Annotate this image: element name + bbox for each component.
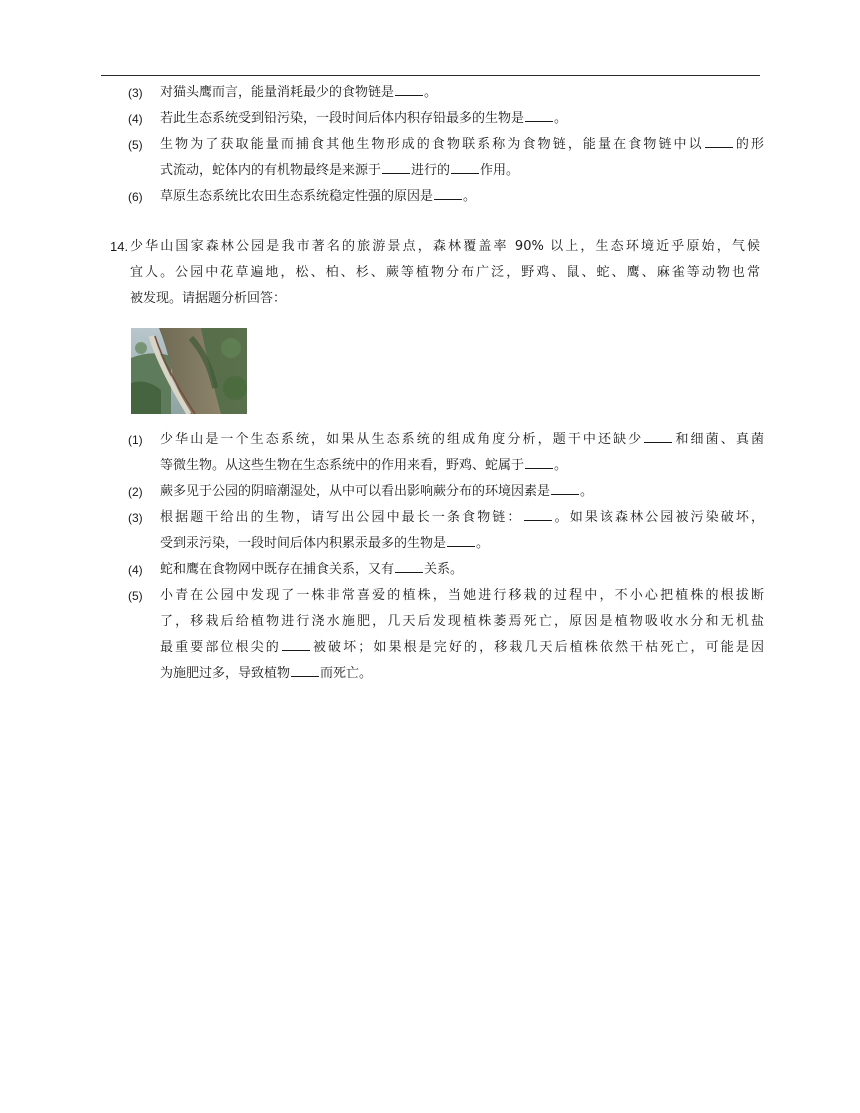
text-line: 等微生物。从这些生物在生态系统中的作用来看，野鸡、蛇属于 。 bbox=[160, 458, 568, 473]
sub-question-number: (4) bbox=[128, 563, 143, 577]
text-line: 生物为了获取能量而捕食其他生物形成的食物联系称为食物链，能量在食物链中以 的形 bbox=[160, 137, 764, 152]
text-line: 草原生态系统比农田生态系统稳定性强的原因是 。 bbox=[160, 189, 477, 204]
text-line: 式流动，蛇体内的有机物最终是来源于 进行的 作用。 bbox=[160, 163, 520, 178]
answer-blank[interactable] bbox=[705, 135, 733, 148]
forest-park-photo bbox=[131, 328, 247, 414]
text-line: 对猫头鹰而言，能量消耗最少的食物链是 。 bbox=[160, 85, 438, 100]
sub-question-text bbox=[160, 427, 764, 479]
answer-blank[interactable] bbox=[525, 456, 553, 469]
sub-question-number: (5) bbox=[128, 138, 143, 152]
answer-blank[interactable] bbox=[525, 109, 553, 122]
sub-question-number: (4) bbox=[128, 112, 143, 126]
answer-blank[interactable] bbox=[291, 664, 319, 677]
text-line: 小青在公园中发现了一株非常喜爱的植株，当她进行移栽的过程中，不小心把植株的根拔断 bbox=[160, 588, 764, 603]
stem-line: 宜人。公园中花草遍地，松、柏、杉、蕨等植物分布广泛，野鸡、鼠、蛇、鹰、麻雀等动物也常 bbox=[130, 265, 760, 280]
sub-question-text bbox=[160, 132, 764, 184]
sub-question-text bbox=[160, 80, 764, 106]
stem-line: 少华山国家森林公园是我市著名的旅游景点，森林覆盖率 90% 以上，生态环境近乎原始，气候 bbox=[130, 239, 760, 254]
answer-blank[interactable] bbox=[644, 430, 672, 443]
answer-blank[interactable] bbox=[395, 560, 423, 573]
question-number: 14. bbox=[110, 239, 129, 254]
sub-question-number: (6) bbox=[128, 190, 143, 204]
sub-question-text bbox=[160, 106, 764, 132]
sub-question-number: (3) bbox=[128, 511, 143, 525]
answer-blank[interactable] bbox=[434, 187, 462, 200]
text-line: 蕨多见于公园的阴暗潮湿处，从中可以看出影响蕨分布的环境因素是 。 bbox=[160, 484, 594, 499]
text-line: 少华山是一个生态系统，如果从生态系统的组成角度分析，题干中还缺少 和细菌、真菌 bbox=[160, 432, 764, 447]
stem-line: 被发现。请据题分析回答： bbox=[130, 291, 287, 306]
sub-question-number: (5) bbox=[128, 589, 143, 603]
answer-blank[interactable] bbox=[451, 161, 479, 174]
text-line: 为施肥过多，导致植物 而死亡。 bbox=[160, 666, 373, 681]
sub-question-number: (2) bbox=[128, 485, 143, 499]
question-stem bbox=[130, 234, 760, 312]
text-line: 了，移栽后给植物进行浇水施肥，几天后发现植株萎焉死亡，原因是植物吸收水分和无机盐 bbox=[160, 614, 764, 629]
answer-blank[interactable] bbox=[395, 83, 423, 96]
header-rule bbox=[101, 75, 760, 76]
answer-blank[interactable] bbox=[551, 482, 579, 495]
text-line: 受到汞污染，一段时间后体内积累汞最多的生物是 。 bbox=[160, 536, 490, 551]
sub-question-text bbox=[160, 505, 764, 557]
sub-question-text bbox=[160, 479, 764, 505]
text-line: 根据题干给出的生物，请写出公园中最长一条食物链： 。如果该森林公园被污染破坏， bbox=[160, 510, 764, 525]
answer-blank[interactable] bbox=[382, 161, 410, 174]
text-line: 若此生态系统受到铅污染，一段时间后体内积存铅最多的生物是 。 bbox=[160, 111, 568, 126]
sub-question-text bbox=[160, 184, 764, 210]
answer-blank[interactable] bbox=[447, 534, 475, 547]
text-line: 最重要部位根尖的 被破坏；如果根是完好的，移栽几天后植株依然干枯死亡，可能是因 bbox=[160, 640, 764, 655]
answer-blank[interactable] bbox=[524, 508, 552, 521]
text-line: 蛇和鹰在食物网中既存在捕食关系，又有 关系。 bbox=[160, 562, 464, 577]
sub-question-text bbox=[160, 557, 764, 583]
sub-question-number: (3) bbox=[128, 86, 143, 100]
sub-question-text bbox=[160, 583, 764, 687]
sub-question-number: (1) bbox=[128, 433, 143, 447]
answer-blank[interactable] bbox=[282, 638, 310, 651]
